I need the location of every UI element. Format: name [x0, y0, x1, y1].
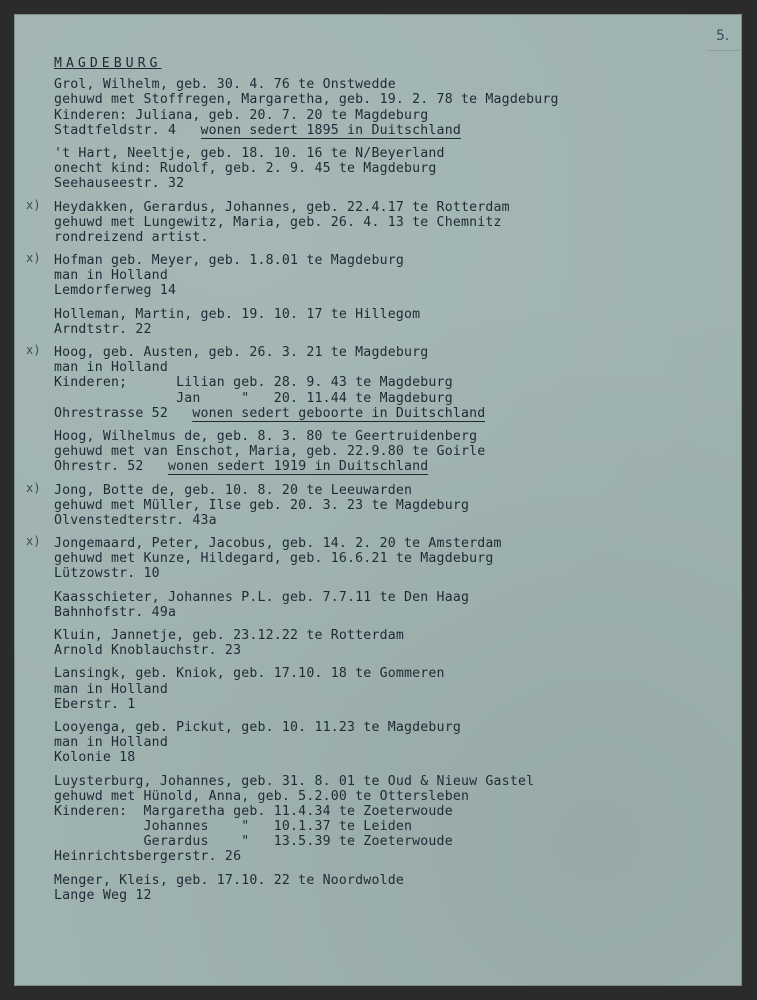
entry-text: gehuwd met Kunze, Hildegard, geb. 16.6.21 te Magdeburg: [54, 551, 494, 567]
entry-text: Kaasschieter, Johannes P.L. geb. 7.7.11 te Den Haag: [54, 589, 470, 605]
person-entry: [26, 480, 724, 529]
entry-text: man in Holland: [54, 681, 168, 697]
entry-text: Olvenstedterstr. 43a: [54, 512, 217, 528]
entry-line: [54, 307, 724, 322]
entry-gap: [54, 138, 724, 146]
entry-line: [54, 92, 724, 107]
entry-marker: x): [26, 534, 41, 549]
person-entry: [26, 197, 724, 246]
entry-line: [54, 483, 724, 498]
entry-text: Luysterburg, Johannes, geb. 31. 8. 01 te Oud & Nieuw Gastel: [54, 773, 535, 789]
entry-text: rondreizend artist.: [54, 229, 209, 245]
person-entry: [54, 307, 724, 337]
entry-line: [54, 666, 724, 681]
entry-text: man in Holland: [54, 735, 168, 751]
entry-line: [54, 498, 724, 513]
entry-text: gehuwd met Stoffregen, Margaretha, geb. 19. 2. 78 te Magdeburg: [54, 92, 559, 108]
entry-marker: x): [26, 197, 41, 212]
entry-text: Grol, Wilhelm, geb. 30. 4. 76 te Onstwedde: [54, 77, 396, 93]
entry-text: Looyenga, geb. Pickut, geb. 10. 11.23 te Magdeburg: [54, 719, 461, 735]
entry-text: Ohrestr. 52: [54, 459, 144, 475]
entry-gap: [54, 299, 724, 307]
entry-line: [54, 108, 724, 123]
entry-line: [54, 643, 724, 658]
entry-line: [54, 590, 724, 605]
entry-line: [54, 735, 724, 750]
residence-note: wonen sedert 1919 in Duitschland: [167, 459, 429, 475]
entry-line: [54, 123, 724, 138]
entry-text: Hoog, Wilhelmus de, geb. 8. 3. 80 te Geertruidenberg: [54, 428, 478, 444]
entry-text: 't Hart, Neeltje, geb. 18. 10. 16 te N/Beyerland: [54, 145, 445, 161]
person-entry: [54, 873, 724, 903]
document-title: MAGDEBURG: [54, 56, 162, 71]
entry-line: [54, 697, 724, 712]
entry-line: [54, 444, 724, 459]
entry-line: [54, 774, 724, 789]
page-number: 5.: [716, 28, 730, 44]
entry-gap: [54, 712, 724, 720]
entry-text: Holleman, Martin, geb. 19. 10. 17 te Hillegom: [54, 306, 421, 322]
entry-text: Menger, Kleis, geb. 17.10. 22 te Noordwolde: [54, 872, 405, 888]
entry-line: [54, 628, 724, 643]
entry-line: [54, 391, 724, 406]
entry-text: Kinderen: Margaretha geb. 11.4.34 te Zoeterwoude: [54, 803, 453, 819]
person-entry: [54, 146, 724, 192]
entry-gap: [54, 245, 724, 253]
entry-line: [54, 406, 724, 421]
entry-gap: [54, 475, 724, 483]
entry-text: gehuwd met van Enschot, Maria, geb. 22.9.80 te Goirle: [54, 444, 486, 460]
entry-line: [54, 804, 724, 819]
entry-gap: [54, 528, 724, 536]
residence-note: wonen sedert 1895 in Duitschland: [200, 122, 461, 138]
entry-text: Eberstr. 1: [54, 696, 136, 712]
entry-line: [54, 849, 724, 864]
entry-gap: [54, 421, 724, 429]
entry-gap: [54, 620, 724, 628]
entry-text: Heinrichtsbergerstr. 26: [54, 849, 242, 865]
entry-line: [54, 429, 724, 444]
entry-line: [54, 176, 724, 191]
entry-gap: [54, 192, 724, 200]
entry-line: [54, 230, 724, 245]
entry-gap: [54, 658, 724, 666]
entry-text: Lange Weg 12: [54, 887, 152, 903]
person-entry: [54, 429, 724, 475]
entry-text: Seehauseestr. 32: [54, 176, 185, 192]
entry-line: [54, 605, 724, 620]
entry-marker: x): [26, 480, 41, 495]
entry-text: Bahnhofstr. 49a: [54, 604, 177, 620]
person-entry: [54, 774, 724, 865]
entry-line: [54, 682, 724, 697]
entry-line: [54, 513, 724, 528]
entry-text: Jan " 20. 11.44 te Magdeburg: [54, 390, 453, 406]
entry-text: Arnold Knoblauchstr. 23: [54, 643, 242, 659]
entry-line: [54, 873, 724, 888]
entry-line: [54, 551, 724, 566]
entry-line: [54, 283, 724, 298]
entry-line: [54, 268, 724, 283]
entry-line: [54, 750, 724, 765]
entry-text: Jongemaard, Peter, Jacobus, geb. 14. 2. 20 te Amsterdam: [54, 536, 502, 552]
entry-text: man in Holland: [54, 360, 168, 376]
residence-note: wonen sedert geboorte in Duitschland: [192, 405, 486, 421]
entry-line: [54, 161, 724, 176]
entry-line: [54, 345, 724, 360]
person-entry: [54, 720, 724, 766]
entry-text: Kluin, Jannetje, geb. 23.12.22 te Rotterdam: [54, 628, 405, 643]
entry-line: [54, 834, 724, 849]
person-entry: [54, 666, 724, 712]
person-entry: [26, 251, 724, 299]
entry-text: Johannes " 10.1.37 te Leiden: [54, 819, 413, 835]
page-number-rule: [706, 50, 740, 51]
entry-gap: [54, 865, 724, 873]
entry-line: [54, 720, 724, 735]
entry-marker: x): [26, 251, 41, 266]
entry-line: [54, 459, 724, 474]
entry-text: gehuwd met Lungewitz, Maria, geb. 26. 4. 13 te Chemnitz: [54, 214, 502, 230]
entry-text: Stadtfeldstr. 4: [54, 122, 177, 138]
entry-gap: [54, 337, 724, 345]
entry-line: [54, 253, 724, 268]
entry-text: Heydakken, Gerardus, Johannes, geb. 22.4.17 te Rotterdam: [54, 199, 510, 215]
entry-text: Lansingk, geb. Kniok, geb. 17.10. 18 te Gommeren: [54, 666, 445, 682]
entry-text: Gerardus " 13.5.39 te Zoeterwoude: [54, 834, 453, 850]
entry-line: [54, 536, 724, 551]
person-entry: [54, 77, 724, 138]
entry-text: Lemdorferweg 14: [54, 283, 177, 299]
person-entry: [26, 534, 724, 582]
entry-text: gehuwd met Müller, Ilse geb. 20. 3. 23 te Magdeburg: [54, 497, 470, 513]
entry-gap: [54, 766, 724, 774]
person-entry: [54, 590, 724, 620]
entry-line: [54, 77, 724, 92]
entry-text: Kinderen; Lilian geb. 28. 9. 43 te Magdeburg: [54, 375, 453, 391]
person-entry: [26, 343, 724, 421]
entry-text: onecht kind: Rudolf, geb. 2. 9. 45 te Magdeburg: [54, 161, 437, 177]
entry-text: man in Holland: [54, 268, 168, 284]
entry-gap: [54, 582, 724, 590]
entry-line: [54, 375, 724, 390]
entry-line: [54, 146, 724, 161]
entry-text: Lützowstr. 10: [54, 566, 160, 582]
entry-text: gehuwd met Hünold, Anna, geb. 5.2.00 te Ottersleben: [54, 788, 470, 804]
entry-line: [54, 360, 724, 375]
entry-line: [54, 322, 724, 337]
entry-text: Kinderen: Juliana, geb. 20. 7. 20 te Magdeburg: [54, 107, 429, 123]
entry-text: Ohrestrasse 52: [54, 405, 168, 421]
entry-line: [54, 819, 724, 834]
person-entry: [54, 628, 724, 658]
entry-line: [54, 566, 724, 581]
entry-line: [54, 888, 724, 903]
entry-line: [54, 200, 724, 215]
document-body: [26, 56, 724, 903]
entry-text: Hoog, geb. Austen, geb. 26. 3. 21 te Magdeburg: [54, 345, 429, 360]
entry-text: Hofman geb. Meyer, geb. 1.8.01 te Magdeburg: [54, 253, 405, 269]
entry-line: [54, 215, 724, 230]
entry-line: [54, 789, 724, 804]
entry-text: Jong, Botte de, geb. 10. 8. 20 te Leeuwarden: [54, 482, 413, 498]
entry-text: Arndtstr. 22: [54, 321, 152, 337]
entry-text: Kolonie 18: [54, 750, 136, 766]
entry-marker: x): [26, 343, 41, 357]
